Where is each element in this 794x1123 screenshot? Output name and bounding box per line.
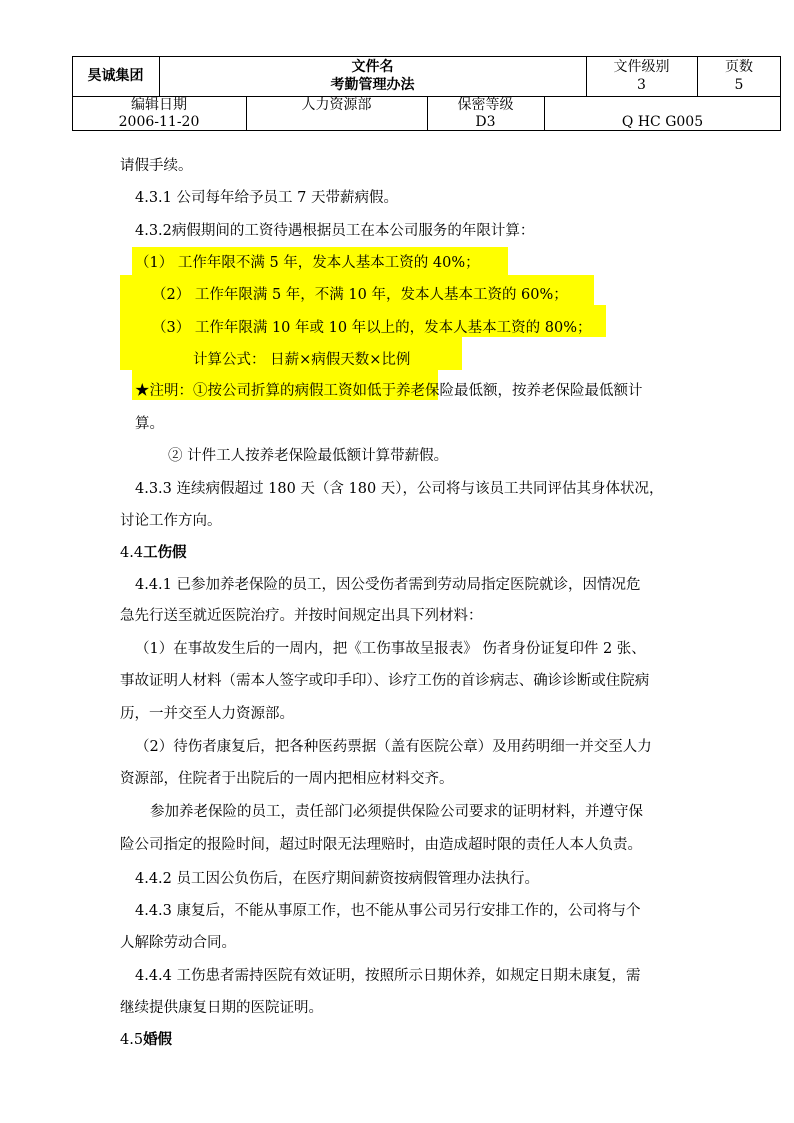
body-line: （2）待伤者康复后，把各种医药票据（盖有医院公章）及用药明细一并交至人力 [135, 739, 652, 755]
body-line: 讨论工作方向。 [120, 513, 222, 529]
body-line: ② 计件工人按养老保险最低额计算带薪假。 [168, 448, 449, 464]
body-line: 4.3.1 公司每年给予员工 7 天带薪病假。 [135, 190, 398, 206]
section-title: 工伤假 [143, 544, 187, 561]
file-name-label: 文件名 [351, 59, 394, 75]
body-line: （1）在事故发生后的一周内，把《工伤事故呈报表》 伤者身份证复印件 2 张、 [135, 641, 646, 657]
section-heading [120, 543, 187, 563]
body-line: 事故证明人材料（需本人签字或印手印）、诊疗工伤的首诊病志、确诊诊断或住院病 [120, 673, 650, 689]
body-line: 4.4.3 康复后，不能从事原工作，也不能从事公司另行安排工作的，公司将与个 [135, 903, 641, 919]
section-number: 4.4 [120, 545, 144, 561]
body-line: 继续提供康复日期的医院证明。 [120, 1000, 323, 1016]
body-line: 历，一并交至人力资源部。 [120, 706, 294, 722]
secrecy-value: D3 [475, 114, 496, 130]
highlighted-line: 计算公式： 日薪×病假天数×比例 [193, 352, 411, 368]
body-line: 4.3.3 连续病假超过 180 天（含 180 天），公司将与该员工共同评估其身体状况， [135, 481, 664, 497]
pages-value: 5 [734, 77, 744, 93]
section-heading [120, 1030, 172, 1050]
note-line: ★注明：①按公司折算的病假工资如低于养老保险最低额，按养老保险最低额计 [135, 383, 643, 399]
body-line: 4.4.1 已参加养老保险的员工，因公受伤者需到劳动局指定医院就诊，因情况危 [135, 577, 641, 593]
department: 人力资源部 [301, 97, 372, 113]
pages-label: 页数 [725, 59, 753, 75]
secrecy-label: 保密等级 [457, 97, 514, 113]
highlighted-line: （2） 工作年限满 5 年，不满 10 年，发本人基本工资的 60%； [152, 287, 568, 303]
body-line: 险公司指定的报险时间，超过时限无法理赔时，由造成超时限的责任人本人负责。 [120, 837, 642, 853]
body-line: 4.4.2 员工因公负伤后，在医疗期间薪资按病假管理办法执行。 [135, 871, 540, 887]
body-line: 参加养老保险的员工，责任部门必须提供保险公司要求的证明材料，并遵守保 [150, 804, 643, 820]
highlighted-line: （1） 工作年限不满 5 年，发本人基本工资的 40%； [135, 255, 480, 271]
edit-date-value: 2006-11-20 [118, 114, 200, 130]
company-name: 昊诚集团 [87, 68, 144, 84]
highlighted-line: （3） 工作年限满 10 年或 10 年以上的，发本人基本工资的 80%； [152, 320, 592, 336]
body-line: 4.4.4 工伤患者需持医院有效证明，按照所示日期休养，如规定日期未康复，需 [135, 968, 641, 984]
body-line: 4.3.2病假期间的工资待遇根据员工在本公司服务的年限计算： [135, 223, 535, 239]
file-level-value: 3 [637, 77, 646, 93]
section-number: 4.5 [120, 1032, 144, 1048]
body-line: 人解除劳动合同。 [120, 935, 236, 951]
body-line: 急先行送至就近医院治疗。并按时间规定出具下列材料： [120, 608, 483, 624]
body-line: 算。 [135, 416, 164, 432]
file-level-label: 文件级别 [613, 59, 670, 75]
section-title: 婚假 [143, 1031, 173, 1048]
body-line: 请假手续。 [120, 158, 193, 174]
file-name-value: 考勤管理办法 [330, 77, 415, 93]
edit-date-label: 编辑日期 [131, 97, 187, 113]
document-code: Q HC G005 [621, 114, 704, 130]
body-line: 资源部，住院者于出院后的一周内把相应材料交齐。 [120, 771, 454, 787]
